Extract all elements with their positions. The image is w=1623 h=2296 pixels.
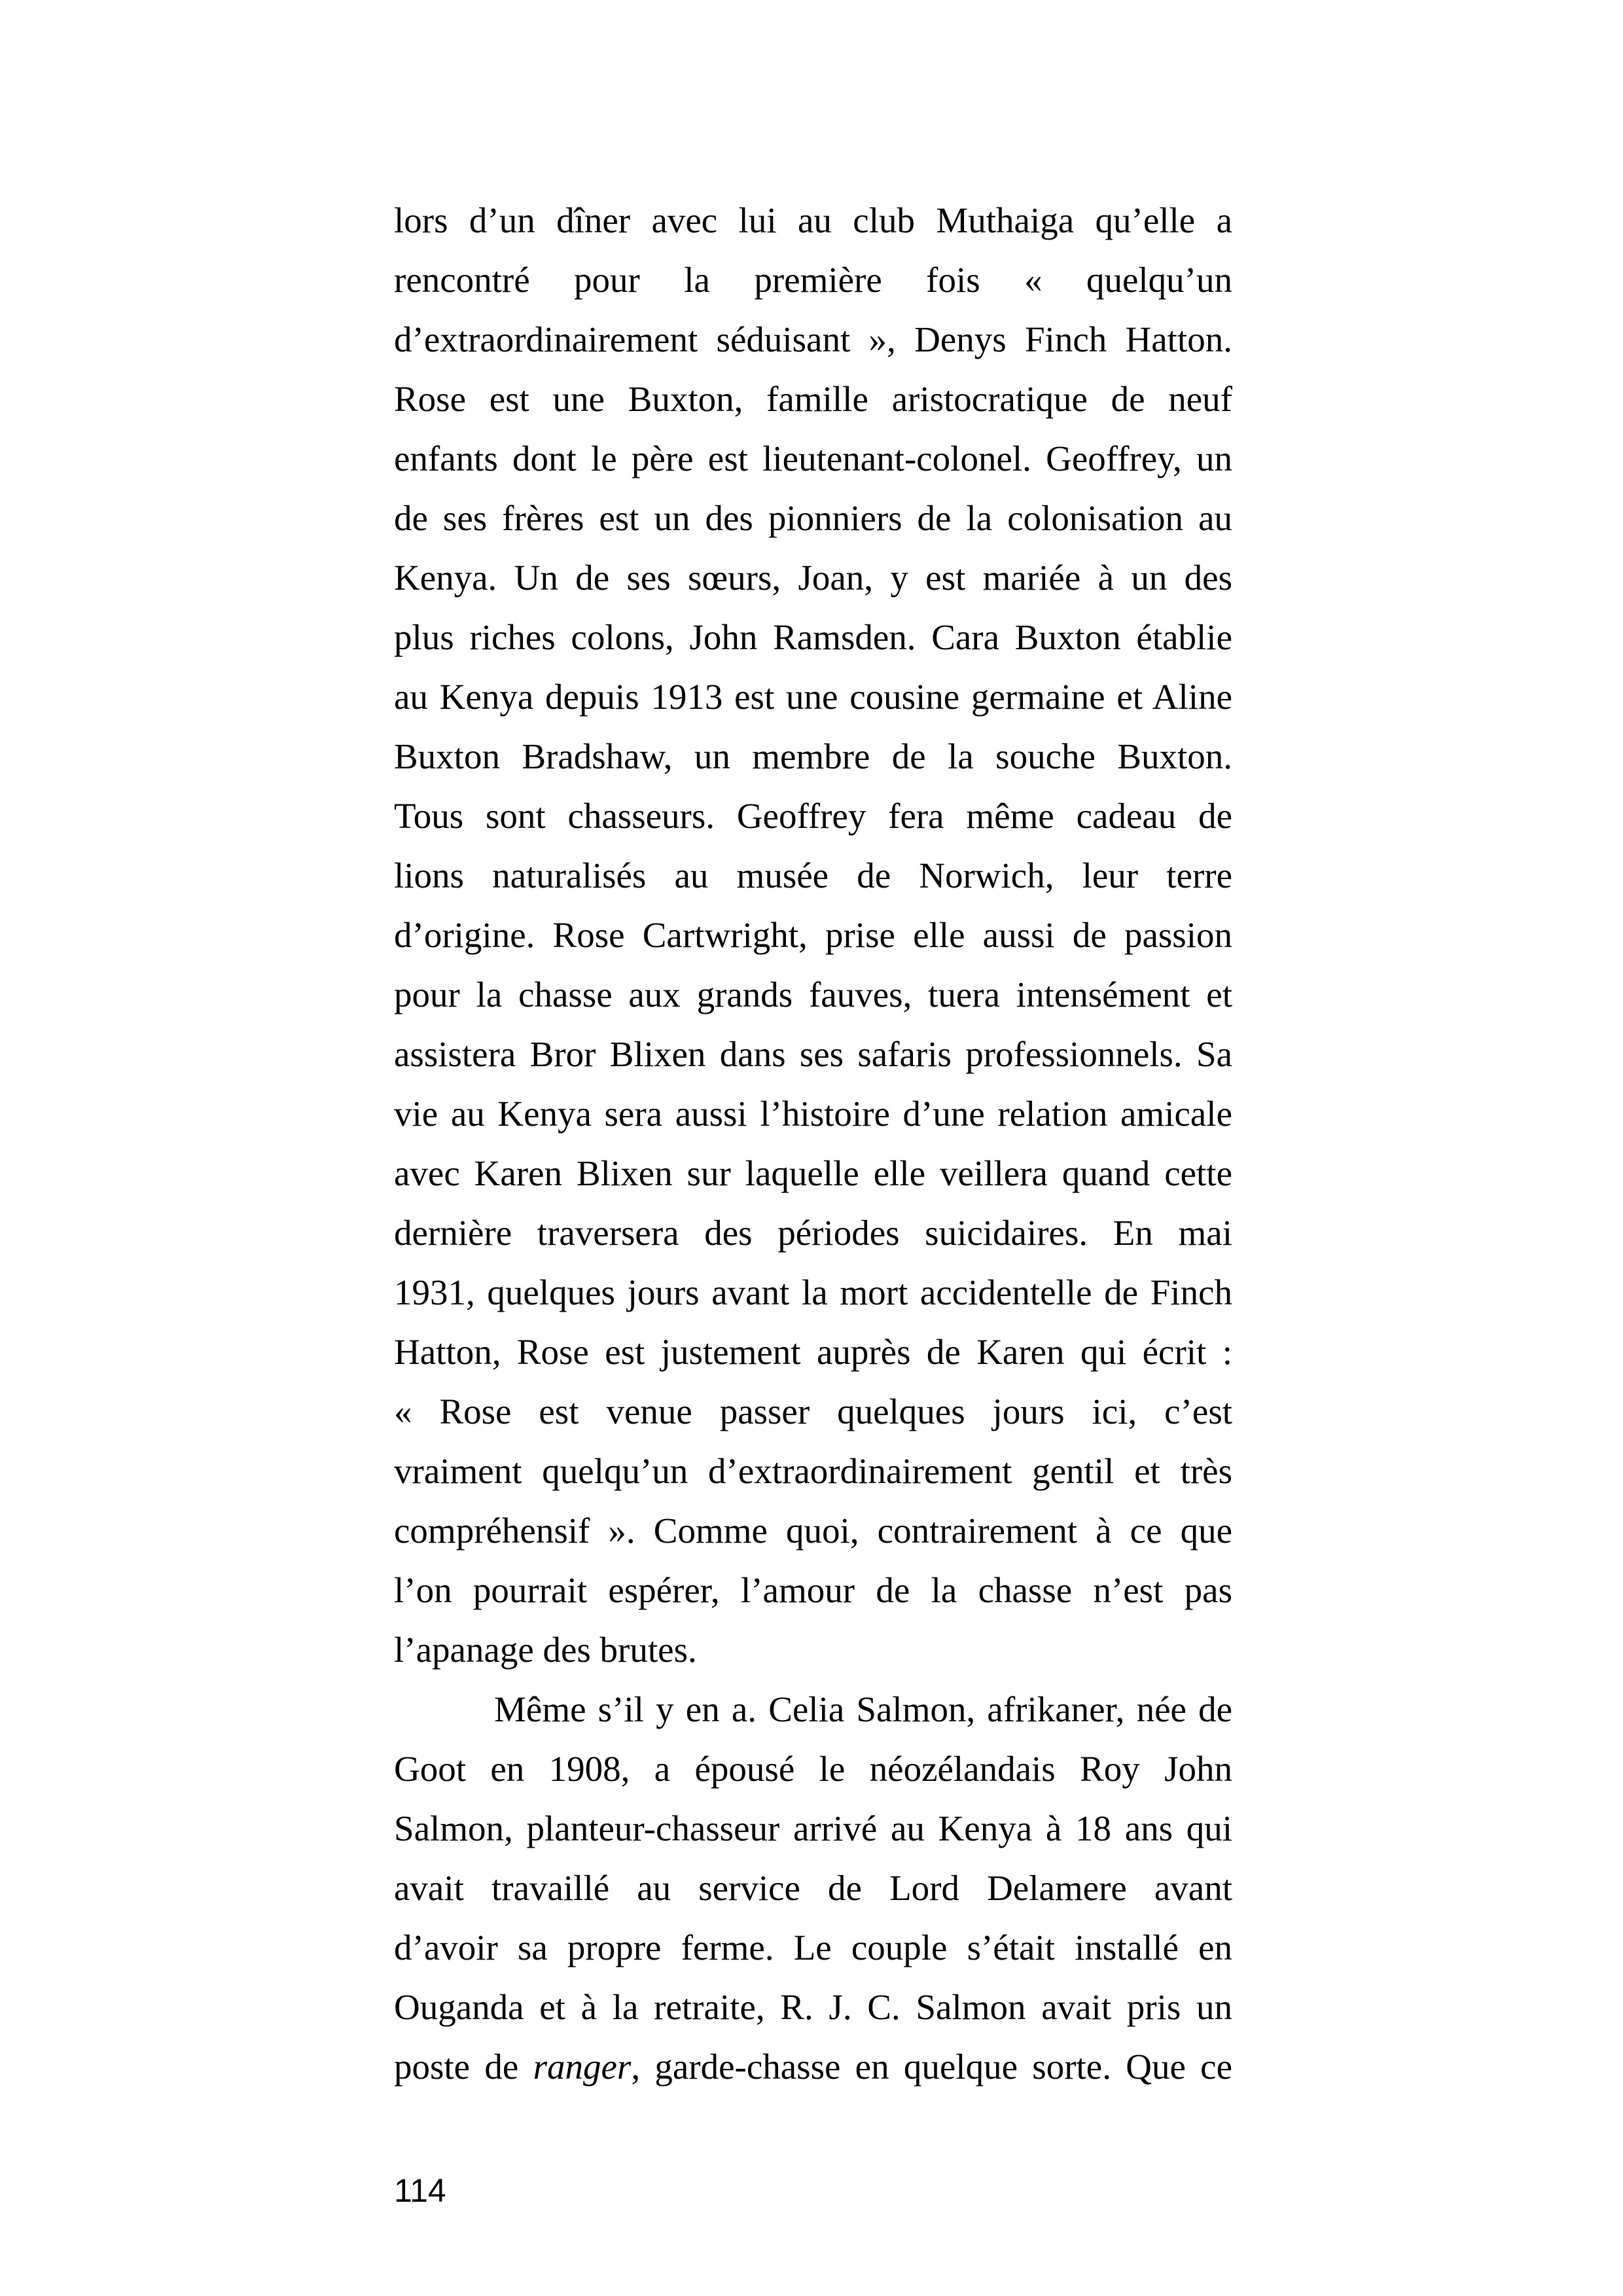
text-line: avait travaillé au service de Lord Delamere avant: [394, 1868, 1232, 1908]
text-line: Même s’il y en a. Celia Salmon, afrikaner, née de: [494, 1689, 1232, 1729]
text-line: l’apanage des brutes.: [394, 1630, 697, 1670]
text-line: l’on pourrait espérer, l’amour de la chasse n’est pas: [394, 1570, 1232, 1610]
text-line: au Kenya depuis 1913 est une cousine germaine et Aline: [394, 677, 1232, 717]
body-text: [394, 190, 1232, 2096]
text-line: vraiment quelqu’un d’extraordinairement gentil et très: [394, 1451, 1232, 1491]
italic-text: ranger: [533, 2047, 632, 2087]
text-line: dernière traversera des périodes suicidaires. En mai: [394, 1213, 1232, 1253]
text-line: assistera Bror Blixen dans ses safaris professionnels. Sa: [394, 1034, 1232, 1074]
text-line: d’origine. Rose Cartwright, prise elle aussi de passion: [394, 915, 1232, 955]
text-line: d’extraordinairement séduisant », Denys Finch Hatton.: [394, 319, 1232, 359]
page-number: 114: [394, 2172, 446, 2209]
text-line: Tous sont chasseurs. Geoffrey fera même cadeau de: [394, 796, 1232, 836]
text-line: compréhensif ». Comme quoi, contrairement à ce que: [394, 1511, 1232, 1551]
text-line: de ses frères est un des pionniers de la colonisation au: [394, 498, 1232, 538]
text-line: avec Karen Blixen sur laquelle elle veillera quand cette: [394, 1153, 1232, 1193]
text-line: poste de ranger, garde-chasse en quelque sorte. Que ce: [394, 2047, 1232, 2087]
text-line: Hatton, Rose est justement auprès de Karen qui écrit :: [394, 1332, 1232, 1372]
text-line: plus riches colons, John Ramsden. Cara Buxton établie: [394, 617, 1232, 657]
text-line: lions naturalisés au musée de Norwich, leur terre: [394, 855, 1232, 895]
text-line: Buxton Bradshaw, un membre de la souche Buxton.: [394, 736, 1232, 776]
text-line: Salmon, planteur-chasseur arrivé au Kenya à 18 ans qui: [394, 1808, 1232, 1848]
text-line: pour la chasse aux grands fauves, tuera intensément et: [394, 975, 1232, 1014]
text-line: rencontré pour la première fois « quelqu’un: [394, 260, 1232, 300]
text-line: Ouganda et à la retraite, R. J. C. Salmon avait pris un: [394, 1987, 1232, 2027]
text-line: enfants dont le père est lieutenant-colonel. Geoffrey, un: [394, 439, 1232, 478]
text-line: lors d’un dîner avec lui au club Muthaiga qu’elle a: [394, 200, 1232, 240]
text-line: Kenya. Un de ses sœurs, Joan, y est mariée à un des: [394, 558, 1232, 598]
text-line: « Rose est venue passer quelques jours ici, c’est: [394, 1391, 1232, 1431]
text-line: vie au Kenya sera aussi l’histoire d’une relation amicale: [394, 1094, 1232, 1134]
text-line: Goot en 1908, a épousé le néozélandais Roy John: [394, 1749, 1232, 1789]
text-line: d’avoir sa propre ferme. Le couple s’était installé en: [394, 1928, 1232, 1967]
text-line: Rose est une Buxton, famille aristocratique de neuf: [394, 379, 1232, 419]
text-line: 1931, quelques jours avant la mort accidentelle de Finch: [394, 1272, 1232, 1312]
